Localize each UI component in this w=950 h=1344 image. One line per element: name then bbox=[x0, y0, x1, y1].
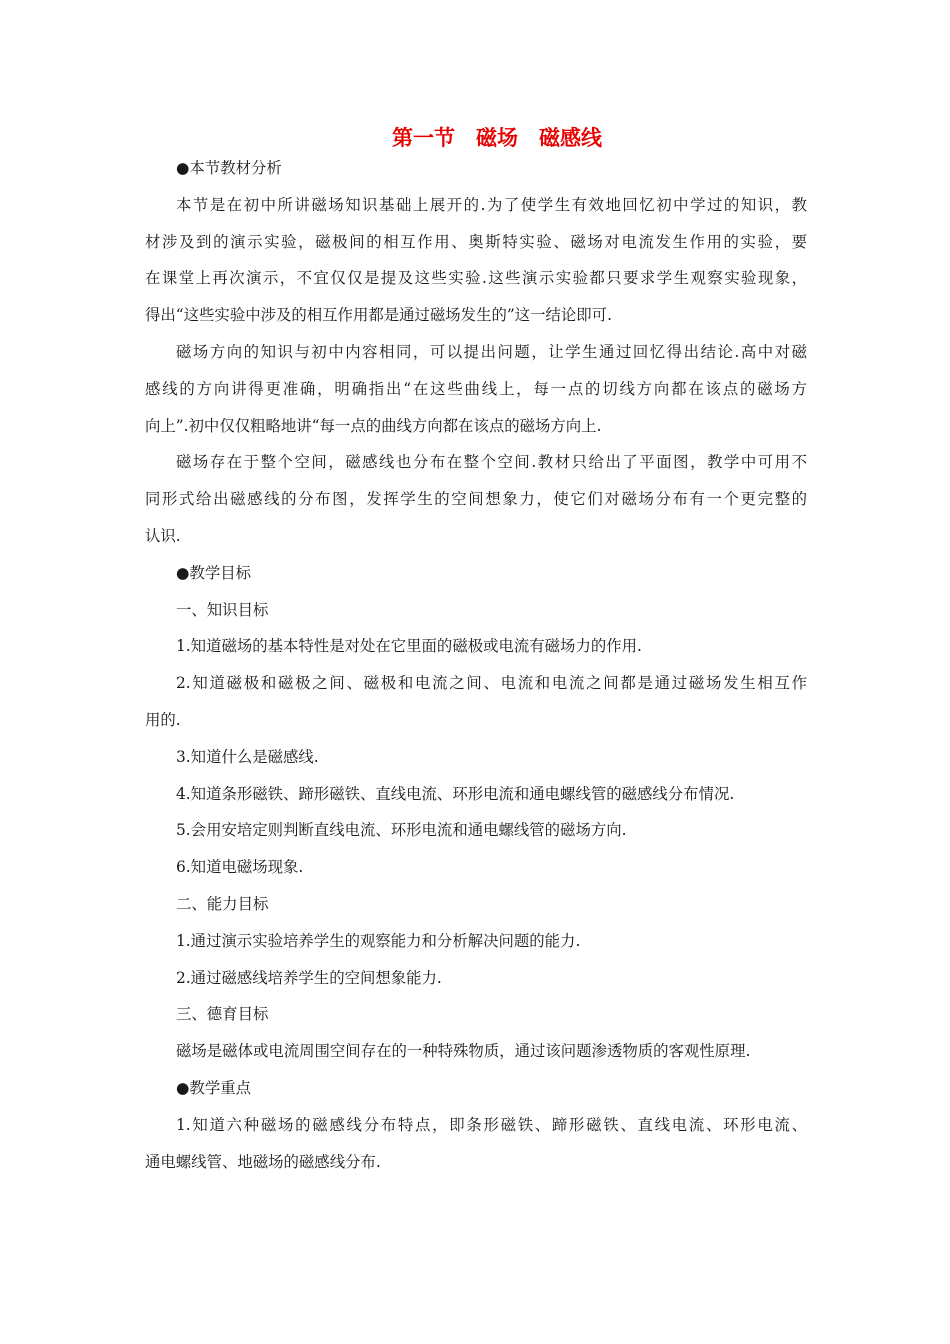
subheading-ability-goals: 二、能力目标 bbox=[176, 894, 269, 913]
paragraph-line: 向上”.初中仅仅粗略地讲“每一点的曲线方向都在该点的磁场方向上. bbox=[145, 416, 602, 435]
heading-teaching-focus: ●教学重点 bbox=[176, 1078, 251, 1097]
subheading-moral-goals: 三、德育目标 bbox=[176, 1005, 269, 1024]
paragraph-line: 感线的方向讲得更准确，明确指出“在这些曲线上，每一点的切线方向都在该点的磁场方 bbox=[145, 379, 807, 398]
list-item-continuation: 用的. bbox=[145, 710, 181, 729]
section-title: 第一节 磁场 磁感线 bbox=[392, 125, 602, 150]
paragraph-line: 材涉及到的演示实验，磁极间的相互作用、奥斯特实验、磁场对电流发生作用的实验，要 bbox=[145, 232, 807, 251]
list-item: 1.通过演示实验培养学生的观察能力和分析解决问题的能力. bbox=[176, 931, 581, 950]
paragraph-line: 认识. bbox=[145, 526, 181, 545]
list-item: 3.知道什么是磁感线. bbox=[176, 747, 319, 766]
list-item: 6.知道电磁场现象. bbox=[176, 858, 304, 877]
list-item: 2.知道磁极和磁极之间、磁极和电流之间、电流和电流之间都是通过磁场发生相互作 bbox=[176, 674, 807, 693]
list-item-continuation: 通电螺线管、地磁场的磁感线分布. bbox=[145, 1152, 381, 1171]
list-item: 1.知道磁场的基本特性是对处在它里面的磁极或电流有磁场力的作用. bbox=[176, 637, 642, 656]
paragraph-line: 磁场存在于整个空间，磁感线也分布在整个空间.教材只给出了平面图，教学中可用不 bbox=[176, 453, 807, 472]
paragraph-line: 本节是在初中所讲磁场知识基础上展开的.为了使学生有效地回忆初中学过的知识，教 bbox=[176, 195, 807, 214]
list-item: 2.通过磁感线培养学生的空间想象能力. bbox=[176, 968, 442, 987]
list-item: 4.知道条形磁铁、蹄形磁铁、直线电流、环形电流和通电螺线管的磁感线分布情况. bbox=[176, 784, 735, 803]
paragraph-line: 同形式给出磁感线的分布图，发挥学生的空间想象力，使它们对磁场分布有一个更完整的 bbox=[145, 490, 807, 509]
heading-material-analysis: ●本节教材分析 bbox=[176, 159, 282, 177]
paragraph-line: 在课堂上再次演示，不宜仅仅是提及这些实验.这些演示实验都只要求学生观察实验现象， bbox=[145, 269, 807, 288]
paragraph-line: 得出“这些实验中涉及的相互作用都是通过磁场发生的”这一结论即可. bbox=[145, 306, 612, 325]
heading-teaching-goals: ●教学目标 bbox=[176, 563, 251, 582]
list-item: 1.知道六种磁场的磁感线分布特点，即条形磁铁、蹄形磁铁、直线电流、环形电流、 bbox=[176, 1115, 807, 1134]
paragraph-line: 磁场方向的知识与初中内容相同，可以提出问题，让学生通过回忆得出结论.高中对磁 bbox=[176, 342, 807, 361]
paragraph-line: 磁场是磁体或电流周围空间存在的一种特殊物质，通过该问题渗透物质的客观性原理. bbox=[176, 1042, 751, 1061]
list-item: 5.会用安培定则判断直线电流、环形电流和通电螺线管的磁场方向. bbox=[176, 821, 627, 840]
document-body bbox=[145, 150, 807, 1180]
subheading-knowledge-goals: 一、知识目标 bbox=[176, 600, 269, 619]
